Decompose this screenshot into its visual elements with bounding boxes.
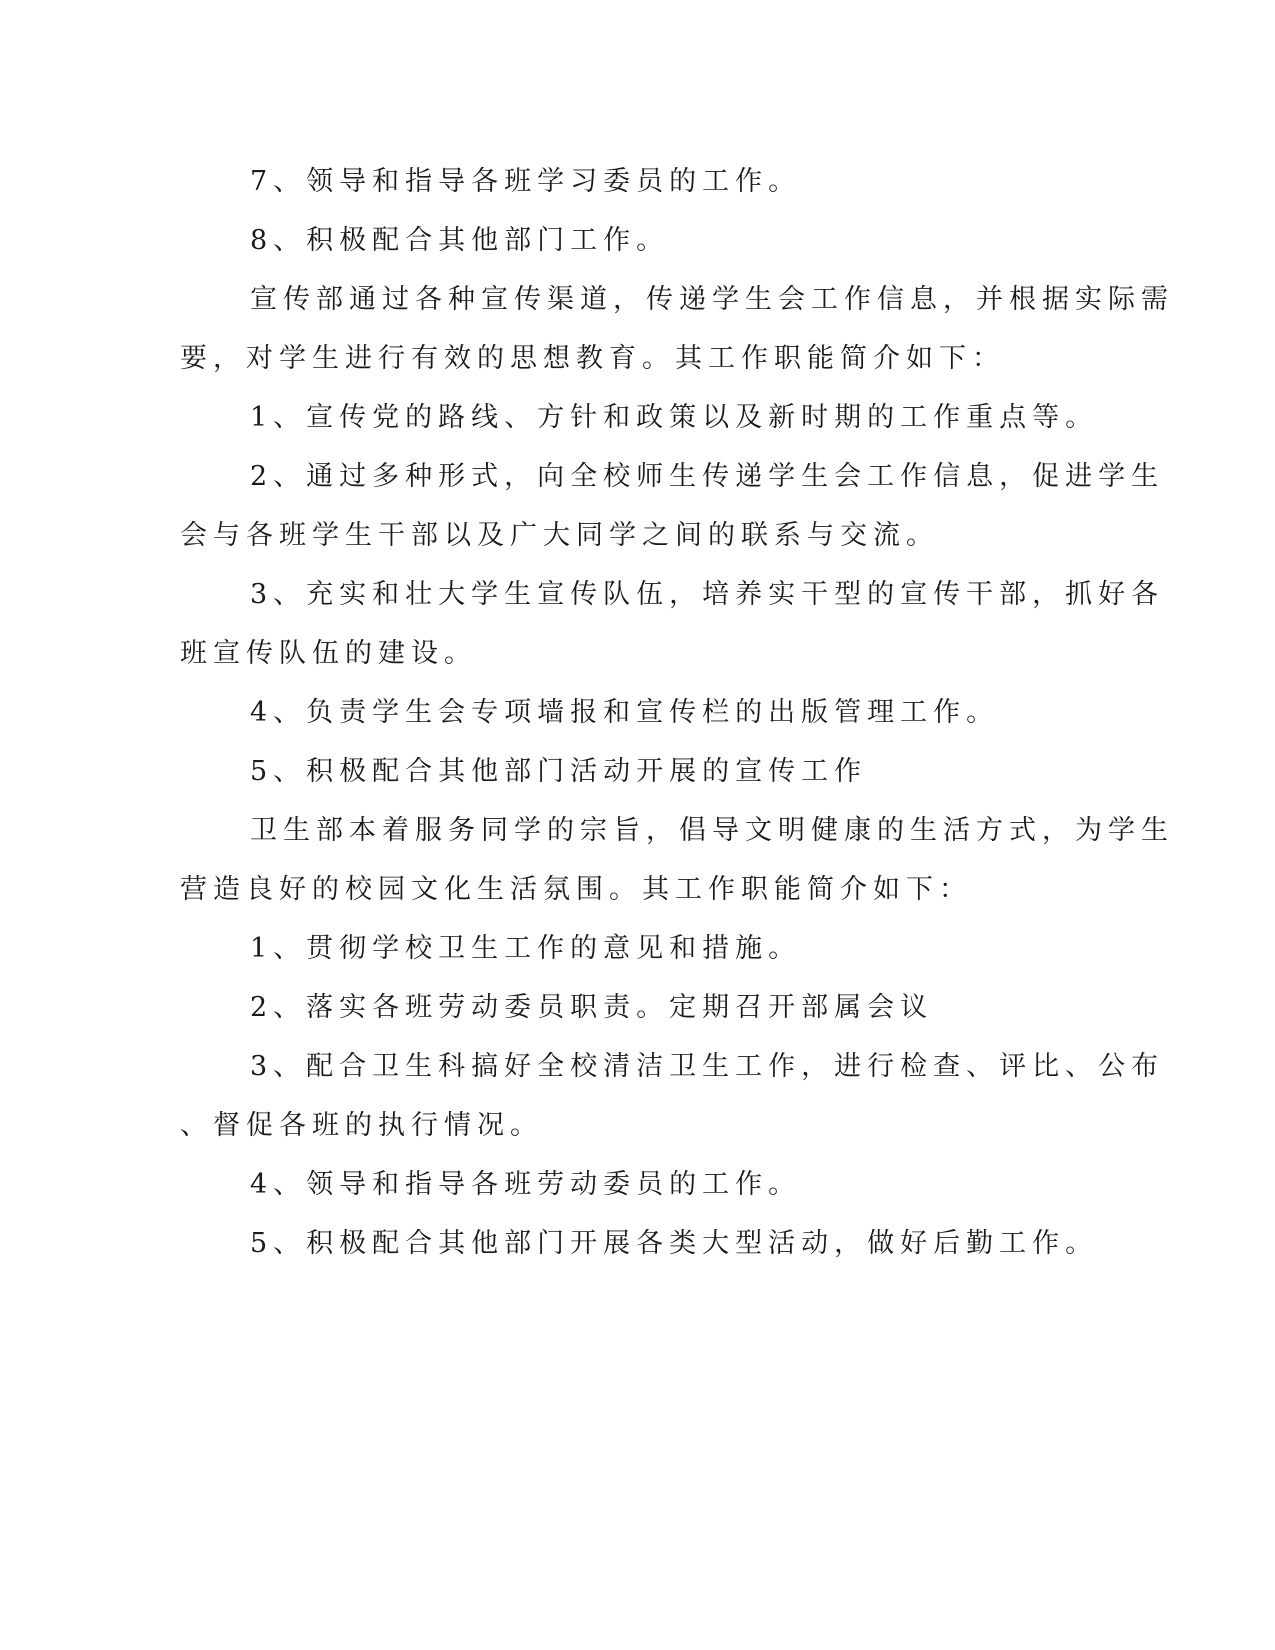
list-item-health-2: 2、落实各班劳动委员职责。定期召开部属会议: [250, 992, 934, 1023]
list-item-health-5: 5、积极配合其他部门开展各类大型活动，做好后勤工作。: [250, 1228, 1099, 1259]
list-item-study-8: 8、积极配合其他部门工作。: [250, 225, 670, 256]
list-item-health-1: 1、贯彻学校卫生工作的意见和措施。: [250, 933, 802, 964]
list-item-publicity-4: 4、负责学生会专项墙报和宣传栏的出版管理工作。: [250, 697, 1000, 728]
list-item-health-3-line-2: 、督促各班的执行情况。: [180, 1110, 543, 1141]
list-item-publicity-3-line-1: 3、充实和壮大学生宣传队伍，培养实干型的宣传干部，抓好各: [250, 579, 1165, 610]
list-item-publicity-3-line-2: 班宣传队伍的建设。: [180, 638, 477, 669]
publicity-intro-line-1: 宣传部通过各种宣传渠道，传递学生会工作信息，并根据实际需: [250, 284, 1174, 315]
list-item-publicity-2-line-1: 2、通过多种形式，向全校师生传递学生会工作信息，促进学生: [250, 461, 1165, 492]
publicity-intro-line-2: 要，对学生进行有效的思想教育。其工作职能简介如下：: [180, 343, 1005, 374]
list-item-health-4: 4、领导和指导各班劳动委员的工作。: [250, 1169, 802, 1200]
list-item-publicity-5: 5、积极配合其他部门活动开展的宣传工作: [250, 756, 868, 787]
health-intro-line-1: 卫生部本着服务同学的宗旨，倡导文明健康的生活方式，为学生: [250, 815, 1174, 846]
health-intro-line-2: 营造良好的校园文化生活氛围。其工作职能简介如下：: [180, 874, 972, 905]
list-item-publicity-2-line-2: 会与各班学生干部以及广大同学之间的联系与交流。: [180, 520, 939, 551]
list-item-publicity-1: 1、宣传党的路线、方针和政策以及新时期的工作重点等。: [250, 402, 1099, 433]
list-item-health-3-line-1: 3、配合卫生科搞好全校清洁卫生工作，进行检查、评比、公布: [250, 1051, 1165, 1082]
list-item-study-7: 7、领导和指导各班学习委员的工作。: [250, 166, 802, 197]
